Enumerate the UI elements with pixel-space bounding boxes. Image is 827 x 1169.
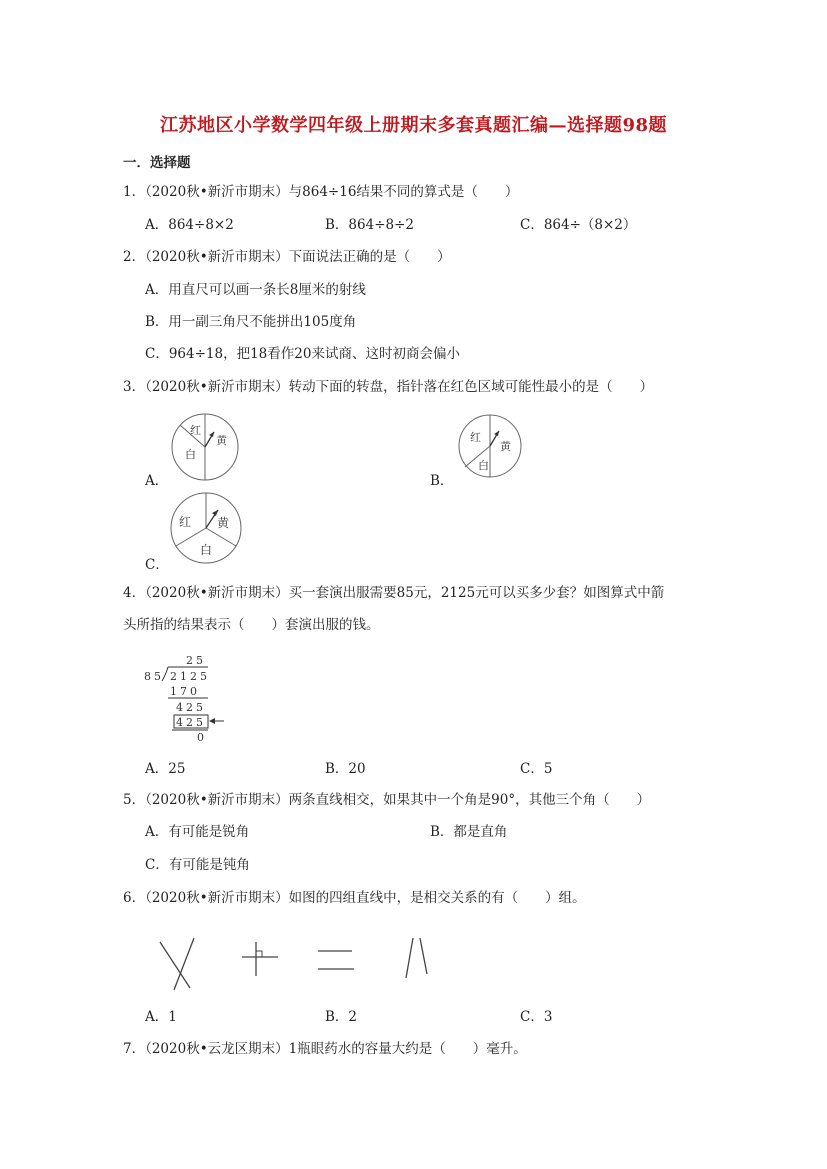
- question-2-stem: 2．（2020秋•新沂市期末）下面说法正确的是（ ）: [123, 249, 451, 265]
- division-arrow-icon: [209, 718, 215, 724]
- line-pairs-figure: [150, 932, 440, 992]
- spinner-c-yellow-label: 黄: [217, 516, 230, 530]
- question-4-option-b[interactable]: B．20: [325, 761, 366, 777]
- page-title: 江苏地区小学数学四年级上册期末多套真题汇编—选择题98题: [159, 115, 668, 136]
- spinner-c-figure: [170, 492, 242, 564]
- line-pair-1-intersecting: [160, 938, 194, 990]
- line-pair-2-perpendicular: [242, 942, 278, 976]
- question-1-option-c[interactable]: C．864÷（8×2）: [520, 217, 637, 233]
- question-7-stem: 7．（2020秋•云龙区期末）1瓶眼药水的容量大约是（ ）毫升。: [123, 1041, 527, 1057]
- question-3-option-c[interactable]: C．: [145, 557, 169, 573]
- division-divisor: 85: [144, 670, 164, 683]
- division-dividend: 2125: [170, 670, 210, 683]
- spinner-b-white-label: 白: [478, 459, 489, 472]
- question-4-stem-line-1: 4．（2020秋•新沂市期末）买一套演出服需要85元，2125元可以买多少套？如图算式中箭: [123, 585, 665, 601]
- spinner-a-white-label: 白: [185, 448, 196, 461]
- question-1-stem: 1．（2020秋•新沂市期末）与864÷16结果不同的算式是（ ）: [123, 184, 519, 200]
- spinner-c-red-label: 红: [179, 515, 192, 529]
- question-5-option-c[interactable]: C．有可能是钝角: [145, 857, 250, 873]
- question-4-option-a[interactable]: A．25: [145, 761, 186, 777]
- question-6-option-c[interactable]: C．3: [520, 1009, 553, 1025]
- spinner-a-red-label: 红: [190, 424, 201, 437]
- division-quotient: 25: [186, 654, 206, 667]
- line-pair-3-parallel: [318, 951, 354, 969]
- question-5-option-a[interactable]: A．有可能是锐角: [145, 824, 250, 840]
- question-2-option-b[interactable]: B．用一副三角尺不能拼出105度角: [145, 314, 357, 330]
- question-4-option-c[interactable]: C．5: [520, 761, 553, 777]
- question-3-stem: 3．（2020秋•新沂市期末）转动下面的转盘，指针落在红色区域可能性最小的是（ ）: [123, 379, 654, 395]
- question-2-option-c[interactable]: C．964÷18，把18看作20来试商、这时初商会偏小: [145, 346, 460, 362]
- question-2-option-a[interactable]: A．用直尺可以画一条长8厘米的射线: [145, 282, 366, 298]
- question-3-option-b[interactable]: B．: [430, 473, 454, 489]
- division-step-3: 425: [176, 716, 206, 729]
- spinner-c-white-label: 白: [200, 543, 213, 557]
- question-1-option-b[interactable]: B．864÷8÷2: [325, 217, 414, 233]
- spinner-b-yellow-label: 黄: [500, 440, 511, 453]
- question-1-option-a[interactable]: A．864÷8×2: [145, 217, 234, 233]
- question-5-option-b[interactable]: B．都是直角: [430, 824, 508, 840]
- division-step-2: 425: [176, 701, 206, 714]
- question-5-stem: 5．（2020秋•新沂市期末）两条直线相交，如果其中一个角是90°，其他三个角（ ）: [123, 792, 651, 808]
- spinner-b-figure: [458, 414, 522, 478]
- line-pair-4-converging: [406, 938, 427, 978]
- question-6-stem: 6．（2020秋•新沂市期末）如图的四组直线中，是相交关系的有（ ）组。: [123, 890, 586, 906]
- division-step-1: 170: [170, 685, 200, 698]
- question-4-stem-line-2: 头所指的结果表示（ ）套演出服的钱。: [123, 617, 380, 633]
- question-6-option-a[interactable]: A．1: [145, 1009, 177, 1025]
- spinner-a-yellow-label: 黄: [216, 434, 227, 447]
- section-heading: 一．选择题: [123, 155, 191, 171]
- division-remainder: 0: [197, 731, 204, 744]
- spinner-b-red-label: 红: [470, 431, 481, 444]
- spinner-a-figure: [170, 412, 240, 482]
- question-6-option-b[interactable]: B．2: [325, 1009, 358, 1025]
- question-3-option-a[interactable]: A．: [145, 473, 169, 489]
- long-division-figure: [142, 650, 232, 742]
